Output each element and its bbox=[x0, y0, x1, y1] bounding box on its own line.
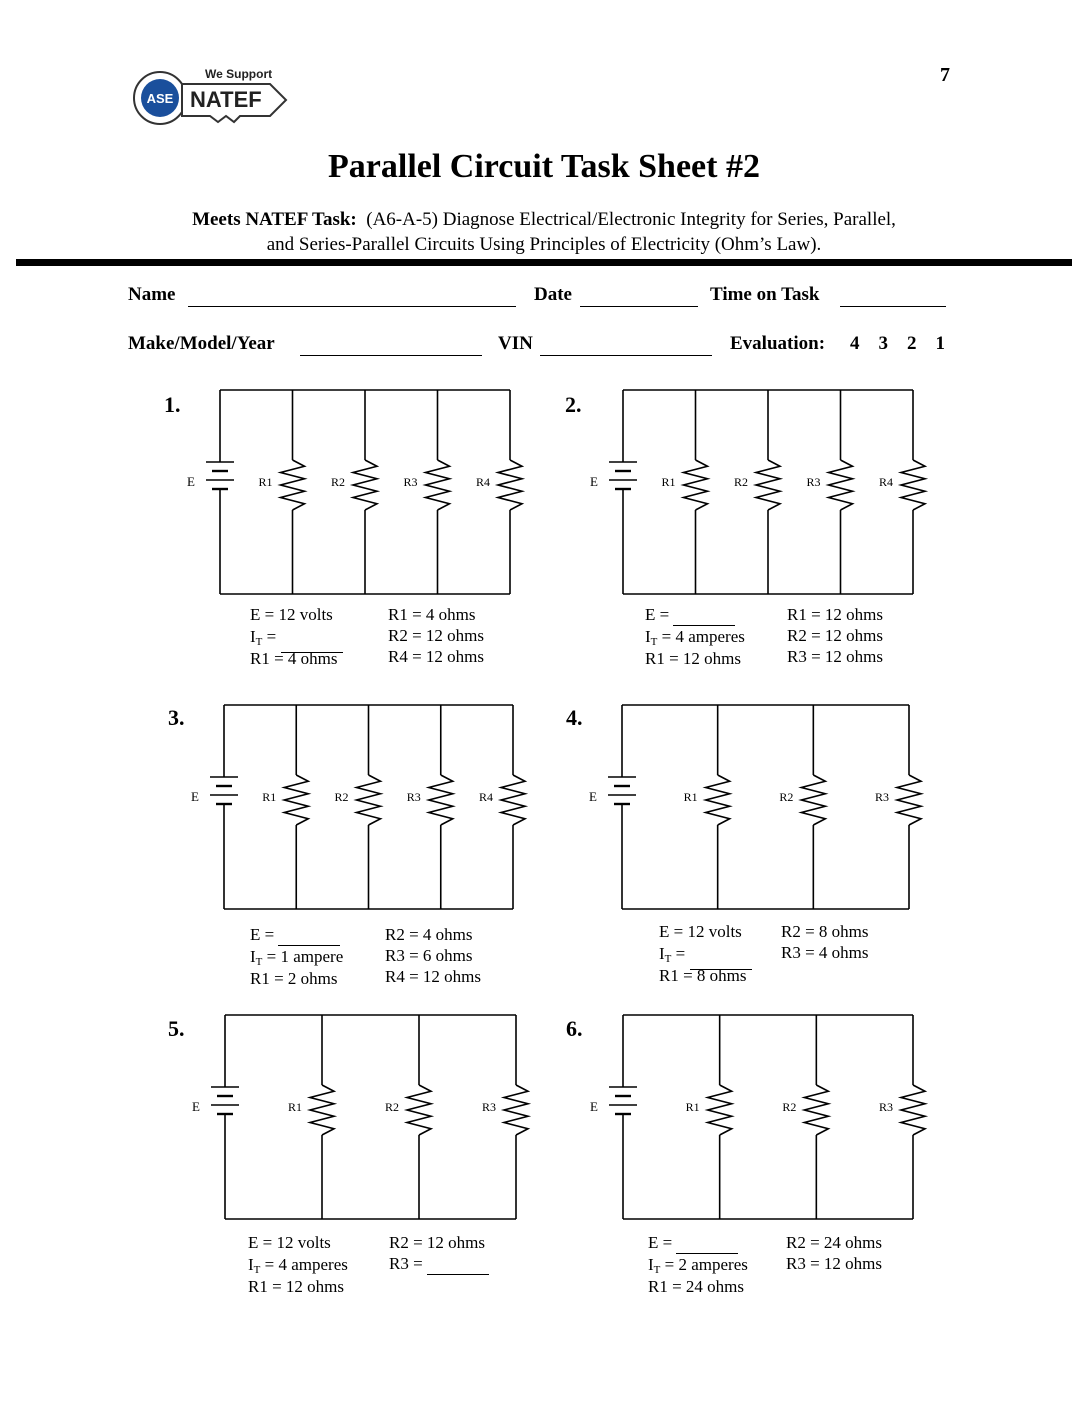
value-text: = 2 amperes bbox=[660, 1255, 748, 1274]
given-value bbox=[248, 1276, 344, 1298]
resistor-r1 bbox=[310, 1085, 334, 1135]
resistor-r4 bbox=[498, 460, 522, 510]
given-value bbox=[250, 604, 333, 626]
resistor-r1 bbox=[706, 775, 730, 825]
given-value bbox=[388, 625, 484, 647]
page-title: Parallel Circuit Task Sheet #2 bbox=[328, 148, 760, 185]
value-text: E = 12 volts bbox=[250, 605, 333, 624]
resistor-label: R2 bbox=[334, 790, 349, 804]
value-subscript: T bbox=[253, 1264, 261, 1276]
source-label: E bbox=[191, 789, 199, 804]
resistor-label: R1 bbox=[685, 1100, 700, 1114]
resistor-label: R1 bbox=[258, 475, 273, 489]
value-text: R1 = 12 ohms bbox=[787, 605, 884, 624]
value-text: R3 = bbox=[389, 1254, 427, 1273]
resistor-label: R2 bbox=[385, 1100, 400, 1114]
resistor-label: R1 bbox=[661, 475, 676, 489]
value-text: R2 = 24 ohms bbox=[786, 1233, 883, 1252]
source-label: E bbox=[589, 789, 597, 804]
value-text: E = 12 volts bbox=[659, 922, 742, 941]
value-text: R2 = 12 ohms bbox=[787, 626, 884, 645]
resistor-label: R3 bbox=[403, 475, 418, 489]
given-value bbox=[786, 1232, 882, 1254]
circuit-6 bbox=[590, 1015, 925, 1219]
resistor-r2 bbox=[407, 1085, 431, 1135]
page-number: 7 bbox=[940, 64, 950, 86]
value-text: R2 = 12 ohms bbox=[388, 626, 485, 645]
value-text: R1 = 4 ohms bbox=[250, 649, 338, 668]
resistor-r3 bbox=[504, 1085, 528, 1135]
circuit-number: 2. bbox=[565, 392, 582, 417]
circuit-number: 1. bbox=[164, 392, 181, 417]
resistor-label: R1 bbox=[262, 790, 277, 804]
value-text: R1 = 2 ohms bbox=[250, 969, 338, 988]
resistor-r3 bbox=[897, 775, 921, 825]
given-value bbox=[781, 942, 869, 964]
resistor-r3 bbox=[829, 460, 853, 510]
given-value bbox=[645, 648, 741, 670]
resistor-label: R3 bbox=[406, 790, 421, 804]
resistor-r1 bbox=[684, 460, 708, 510]
resistor-r3 bbox=[901, 1085, 925, 1135]
resistor-r3 bbox=[426, 460, 450, 510]
task-label: Meets NATEF Task: bbox=[192, 209, 357, 230]
circuit-4 bbox=[589, 705, 921, 909]
source-label: E bbox=[192, 1099, 200, 1114]
resistor-r1 bbox=[281, 460, 305, 510]
given-value bbox=[659, 921, 742, 943]
resistor-label: R3 bbox=[806, 475, 821, 489]
given-value bbox=[388, 604, 476, 626]
given-value bbox=[786, 1253, 882, 1275]
value-text: = 4 amperes bbox=[657, 627, 745, 646]
given-value bbox=[659, 965, 747, 987]
given-value bbox=[385, 966, 481, 988]
given-value bbox=[250, 648, 338, 670]
given-value[interactable] bbox=[250, 924, 340, 946]
value-text: R1 = 12 ohms bbox=[645, 649, 742, 668]
answer-blank[interactable] bbox=[278, 929, 340, 946]
evaluation-label: Evaluation: bbox=[730, 333, 826, 354]
resistor-label: R4 bbox=[879, 475, 894, 489]
value-subscript: T bbox=[664, 953, 672, 965]
answer-blank[interactable] bbox=[673, 609, 735, 626]
resistor-r4 bbox=[901, 460, 925, 510]
answer-blank[interactable] bbox=[676, 1237, 738, 1254]
given-value bbox=[388, 646, 484, 668]
value-text: R2 = 12 ohms bbox=[389, 1233, 486, 1252]
resistor-label: R2 bbox=[782, 1100, 797, 1114]
value-subscript: T bbox=[650, 636, 658, 648]
resistor-r2 bbox=[756, 460, 780, 510]
value-text: R4 = 12 ohms bbox=[388, 647, 485, 666]
resistor-r2 bbox=[804, 1085, 828, 1135]
resistor-label: R2 bbox=[779, 790, 794, 804]
resistor-label: R4 bbox=[476, 475, 491, 489]
value-text: R3 = 4 ohms bbox=[781, 943, 869, 962]
date-label: Date bbox=[534, 284, 572, 305]
value-text: = 4 amperes bbox=[260, 1255, 348, 1274]
name-label: Name bbox=[128, 284, 176, 305]
value-text: = bbox=[262, 627, 281, 646]
given-value[interactable] bbox=[648, 1232, 738, 1254]
value-text: R4 = 12 ohms bbox=[385, 967, 482, 986]
given-value bbox=[781, 921, 869, 943]
value-subscript: T bbox=[653, 1264, 661, 1276]
circuit-1 bbox=[187, 390, 522, 594]
resistor-r1 bbox=[284, 775, 308, 825]
given-value[interactable] bbox=[389, 1253, 489, 1275]
vin-label: VIN bbox=[498, 333, 533, 354]
given-value bbox=[385, 924, 473, 946]
value-text: R2 = 4 ohms bbox=[385, 925, 473, 944]
resistor-label: R3 bbox=[879, 1100, 894, 1114]
value-text: R1 = 24 ohms bbox=[648, 1277, 745, 1296]
given-value bbox=[248, 1232, 331, 1254]
source-label: E bbox=[590, 1099, 598, 1114]
value-text: E = bbox=[645, 605, 674, 624]
resistor-r2 bbox=[353, 460, 377, 510]
circuit-3 bbox=[191, 705, 525, 909]
value-text: E = 12 volts bbox=[248, 1233, 331, 1252]
answer-blank[interactable] bbox=[427, 1258, 489, 1275]
logo-brand-text: NATEF bbox=[190, 87, 262, 112]
evaluation-scores[interactable]: 4 3 2 1 bbox=[850, 333, 945, 354]
value-text: R1 = 4 ohms bbox=[388, 605, 476, 624]
logo-top-text: We Support bbox=[205, 67, 273, 81]
resistor-r1 bbox=[708, 1085, 732, 1135]
given-value bbox=[787, 604, 883, 626]
resistor-label: R1 bbox=[683, 790, 698, 804]
given-value bbox=[787, 625, 883, 647]
value-text: I bbox=[250, 627, 256, 646]
circuit-number: 5. bbox=[168, 1016, 185, 1041]
value-text: R2 = 8 ohms bbox=[781, 922, 869, 941]
resistor-label: R2 bbox=[734, 475, 749, 489]
value-text: I bbox=[248, 1255, 254, 1274]
value-text: E = bbox=[648, 1233, 677, 1252]
value-subscript: T bbox=[255, 636, 263, 648]
value-text: R3 = 12 ohms bbox=[786, 1254, 883, 1273]
value-text: I bbox=[250, 947, 256, 966]
circuit-number: 4. bbox=[566, 705, 583, 730]
circuit-number: 6. bbox=[566, 1016, 583, 1041]
resistor-r3 bbox=[429, 775, 453, 825]
ase-text: ASE bbox=[146, 91, 174, 106]
value-text: I bbox=[659, 944, 665, 963]
resistor-label: R3 bbox=[875, 790, 890, 804]
value-subscript: T bbox=[255, 956, 263, 968]
value-text: R3 = 12 ohms bbox=[787, 647, 884, 666]
task-text-line1: (A6-A-5) Diagnose Electrical/Electronic Integrity for Series, Parallel, bbox=[366, 209, 896, 230]
resistor-label: R4 bbox=[479, 790, 494, 804]
circuit-5 bbox=[192, 1015, 528, 1219]
value-text: I bbox=[648, 1255, 654, 1274]
circuit-2 bbox=[590, 390, 925, 594]
source-label: E bbox=[187, 474, 195, 489]
value-text: R1 = 12 ohms bbox=[248, 1277, 345, 1296]
value-text: E = bbox=[250, 925, 279, 944]
circuit-number: 3. bbox=[168, 705, 185, 730]
given-value bbox=[250, 968, 338, 990]
task-description-line2: and Series-Parallel Circuits Using Principles of Electricity (Ohm’s Law). bbox=[266, 234, 822, 255]
given-value bbox=[385, 945, 473, 967]
given-value bbox=[648, 1276, 744, 1298]
value-text: I bbox=[645, 627, 651, 646]
value-text: R3 = 6 ohms bbox=[385, 946, 473, 965]
resistor-label: R1 bbox=[288, 1100, 303, 1114]
value-text: R1 = 8 ohms bbox=[659, 966, 747, 985]
value-text: = 1 ampere bbox=[262, 947, 344, 966]
source-label: E bbox=[590, 474, 598, 489]
given-value[interactable] bbox=[645, 604, 735, 626]
resistor-label: R2 bbox=[331, 475, 346, 489]
make-model-year-label: Make/Model/Year bbox=[128, 333, 275, 354]
time-on-task-label: Time on Task bbox=[710, 284, 820, 305]
given-value bbox=[787, 646, 883, 668]
resistor-r2 bbox=[801, 775, 825, 825]
resistor-r2 bbox=[357, 775, 381, 825]
resistor-r4 bbox=[501, 775, 525, 825]
resistor-label: R3 bbox=[482, 1100, 497, 1114]
value-text: = bbox=[671, 944, 690, 963]
given-value bbox=[389, 1232, 485, 1254]
